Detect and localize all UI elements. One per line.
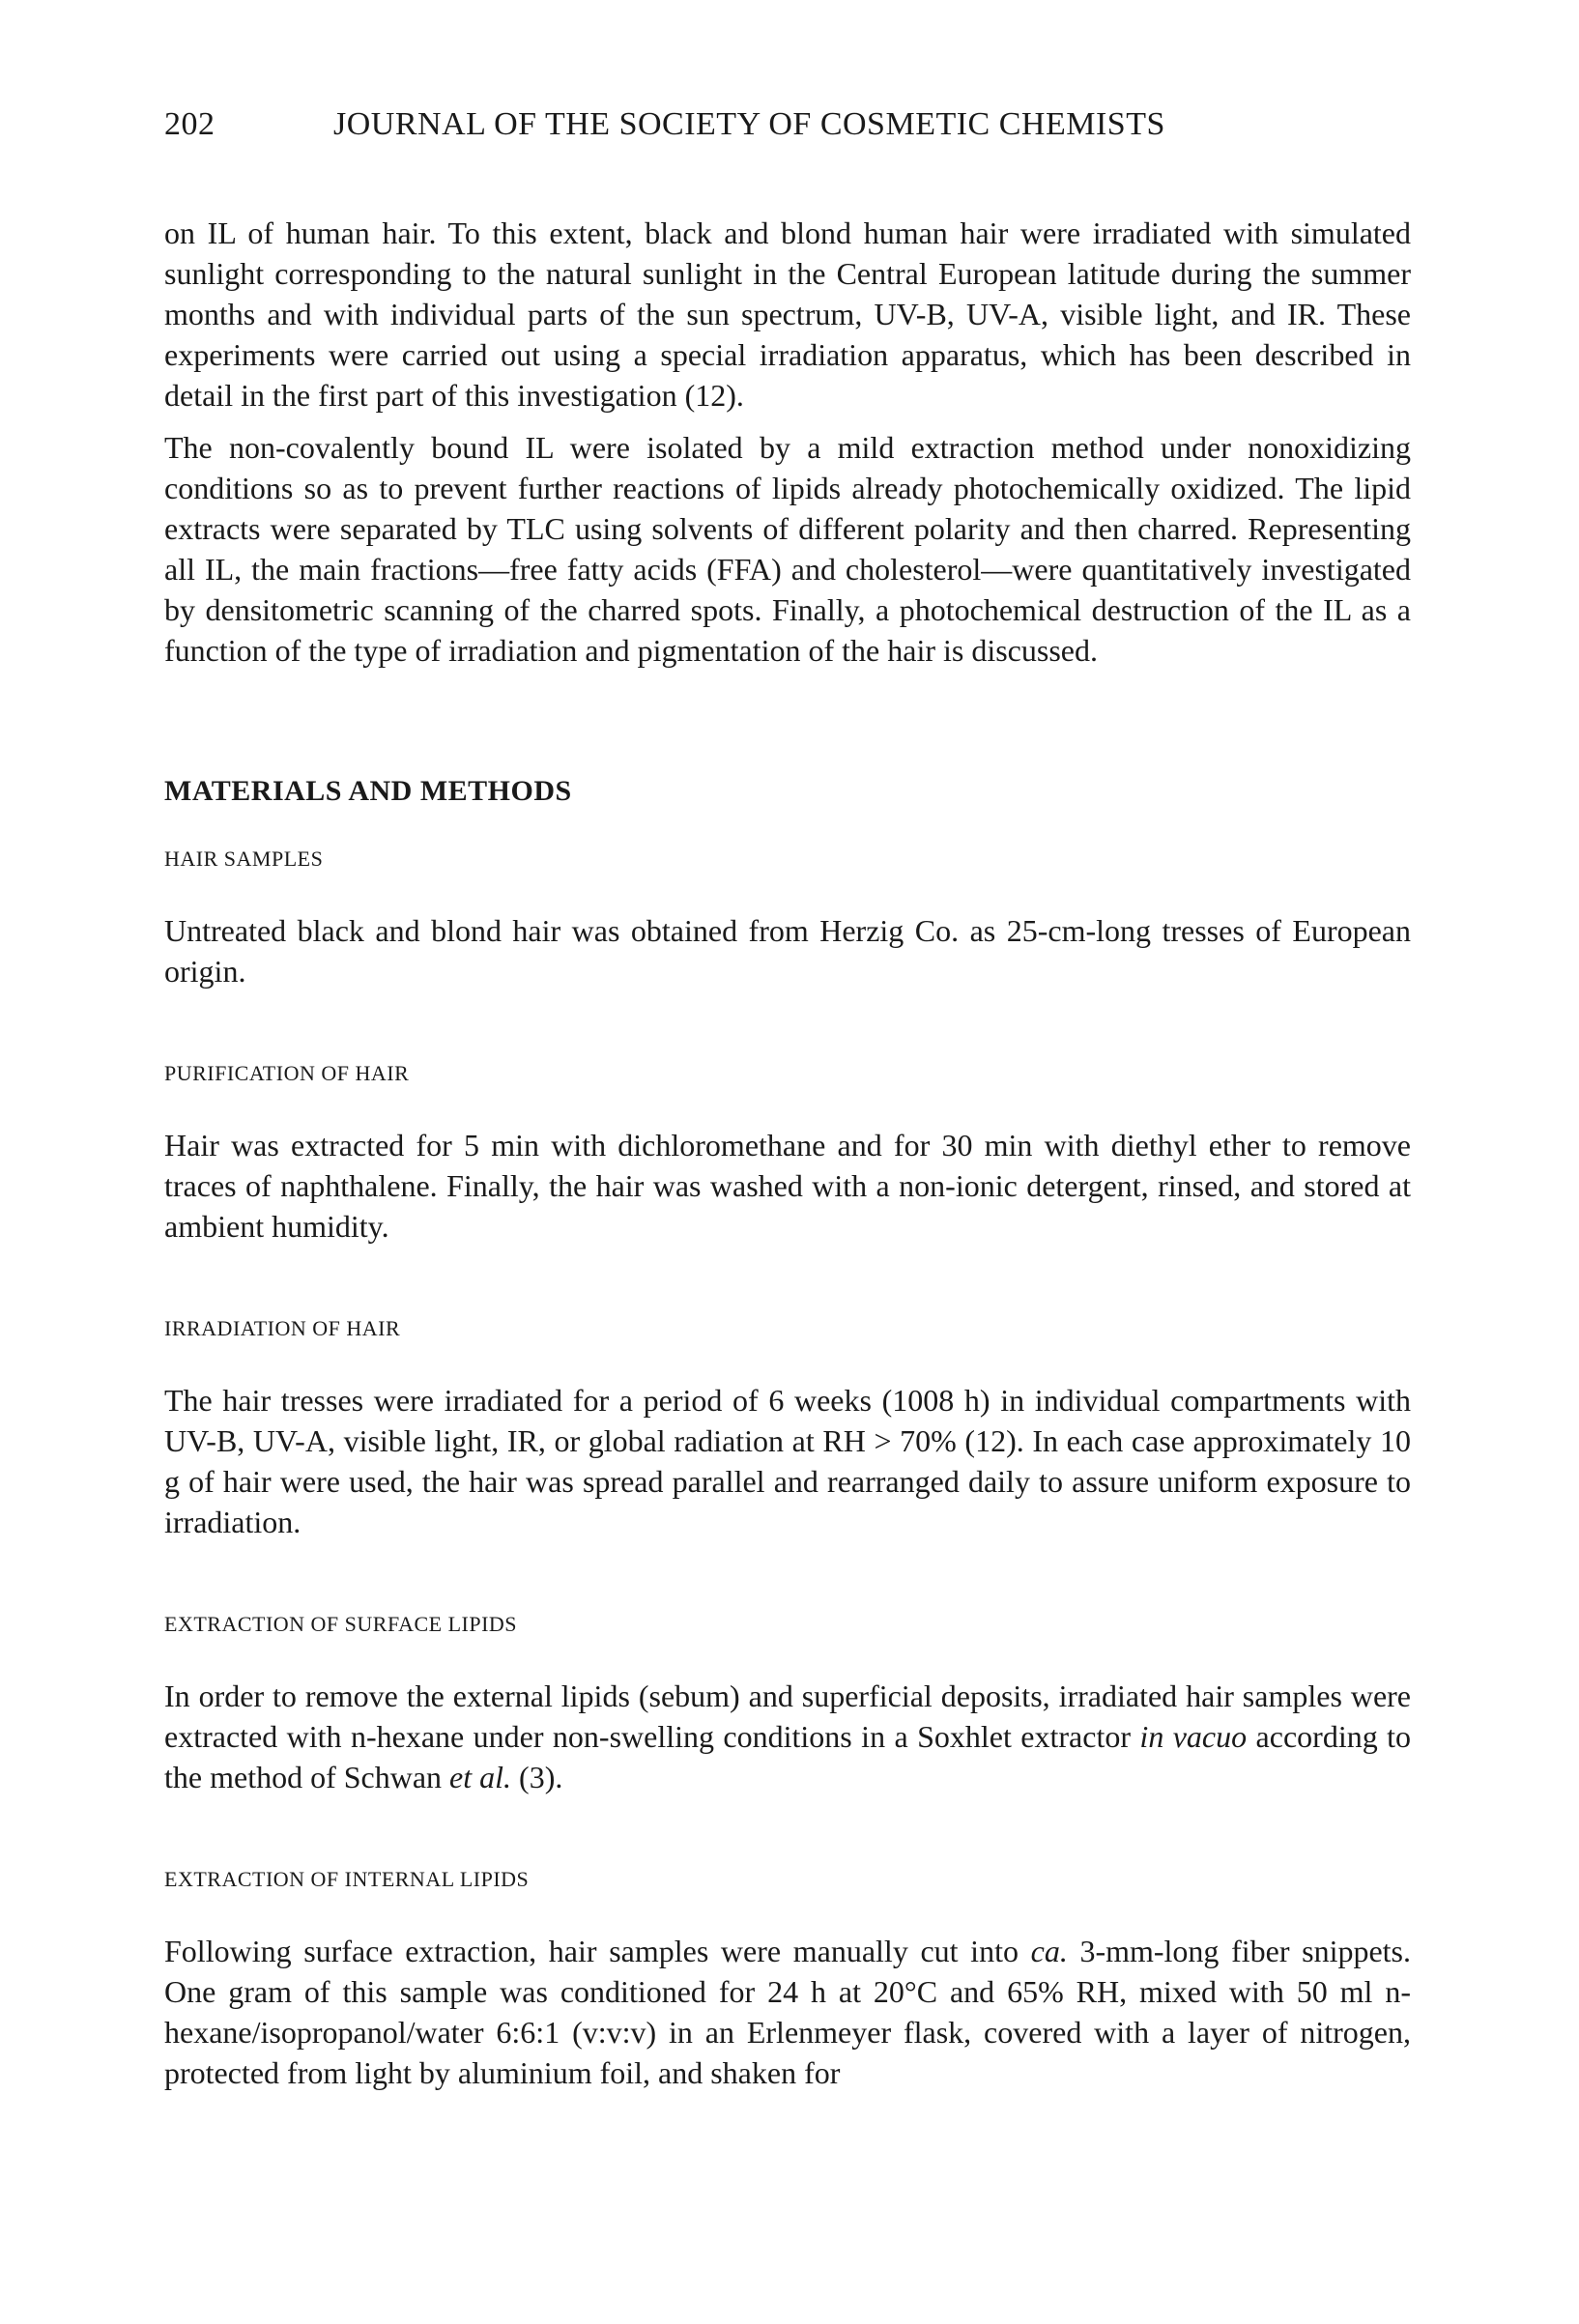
subsection-hair-samples	[164, 846, 1411, 991]
surface-text-c: (3).	[511, 1760, 563, 1794]
intro-paragraph-1: on IL of human hair. To this extent, black and blond human hair were irradiated with simulated sunlight corresponding to the natural sunlight in the Central European latitude during the summer months and with individual parts of the sun spectrum, UV-B, UV-A, visible light, and IR. These experiments were carried out using a special irradiation apparatus, which has been described in detail in the first part of this investigation (12).	[164, 215, 1411, 413]
section-heading-materials-methods: MATERIALS AND METHODS	[164, 775, 572, 807]
intro-paragraph-2: The non-covalently bound IL were isolated by a mild extraction method under nonoxidizing conditions so as to prevent further reactions of lipids already photochemically oxidized. The lipid extracts were separated by TLC using solvents of different polarity and then charred. Representing all IL, the main fractions—free fatty acids (FFA) and cholesterol—were quantitatively investigated by densitometric scanning of the charred spots. Finally, a photochemical destruction of the IL as a function of the type of irradiation and pigmentation of the hair is discussed.	[164, 430, 1411, 668]
surface-text-a: In order to remove the external lipids (sebum) and superficial deposits, irradiated hair samples were extracted with n-hexane under non-swelling conditions in a Soxhlet extractor	[164, 1678, 1411, 1754]
subsection-internal-lipids	[164, 1867, 1411, 2093]
subheading-hair-samples: HAIR SAMPLES	[164, 846, 324, 871]
paragraph-hair-samples: Untreated black and blond hair was obtained from Herzig Co. as 25-cm-long tresses of European origin.	[164, 913, 1411, 989]
page-number: 202	[164, 106, 215, 142]
surface-italic-et-al: et al.	[449, 1760, 512, 1794]
subsection-irradiation	[164, 1316, 1411, 1542]
subheading-surface-lipids: EXTRACTION OF SURFACE LIPIDS	[164, 1612, 518, 1636]
subheading-purification: PURIFICATION OF HAIR	[164, 1061, 410, 1085]
surface-text-b: according to the method of Schwan	[164, 1719, 1412, 1794]
journal-page	[164, 106, 1411, 2093]
running-head	[164, 106, 1411, 143]
subsection-purification	[164, 1061, 1411, 1247]
paragraph-surface-lipids	[164, 1676, 1411, 1797]
subheading-internal-lipids: EXTRACTION OF INTERNAL LIPIDS	[164, 1867, 530, 1891]
internal-italic-ca: ca.	[1030, 1934, 1068, 1968]
paragraph-internal-lipids	[164, 1931, 1411, 2093]
paragraph-purification: Hair was extracted for 5 min with dichloromethane and for 30 min with diethyl ether to remove traces of naphthalene. Finally, the hair was washed with a non-ionic detergent, rinsed, and stored at ambient humidity.	[164, 1128, 1411, 1244]
journal-title: JOURNAL OF THE SOCIETY OF COSMETIC CHEMISTS	[333, 106, 1165, 142]
subsection-surface-lipids	[164, 1612, 1411, 1797]
internal-text-a: Following surface extraction, hair samples were manually cut into	[164, 1934, 1031, 1968]
paragraph-irradiation: The hair tresses were irradiated for a period of 6 weeks (1008 h) in individual compartments with UV-B, UV-A, visible light, IR, or global radiation at RH > 70% (12). In each case approximately 10 g of hair were used, the hair was spread parallel and rearranged daily to assure uniform exposure to irradiation.	[164, 1383, 1411, 1539]
surface-italic-in-vacuo: in vacuo	[1139, 1719, 1248, 1754]
internal-text-b: 3-mm-long fiber snippets. One gram of this sample was conditioned for 24 h at 20°C and 65% RH, mixed with 50 ml n-hexane/isopropanol/water 6:6:1 (v:v:v) in an Erlenmeyer flask, covered with a layer of nitrogen, protected from light by aluminium foil, and shaken for	[164, 1934, 1412, 2090]
subheading-irradiation: IRRADIATION OF HAIR	[164, 1316, 401, 1340]
